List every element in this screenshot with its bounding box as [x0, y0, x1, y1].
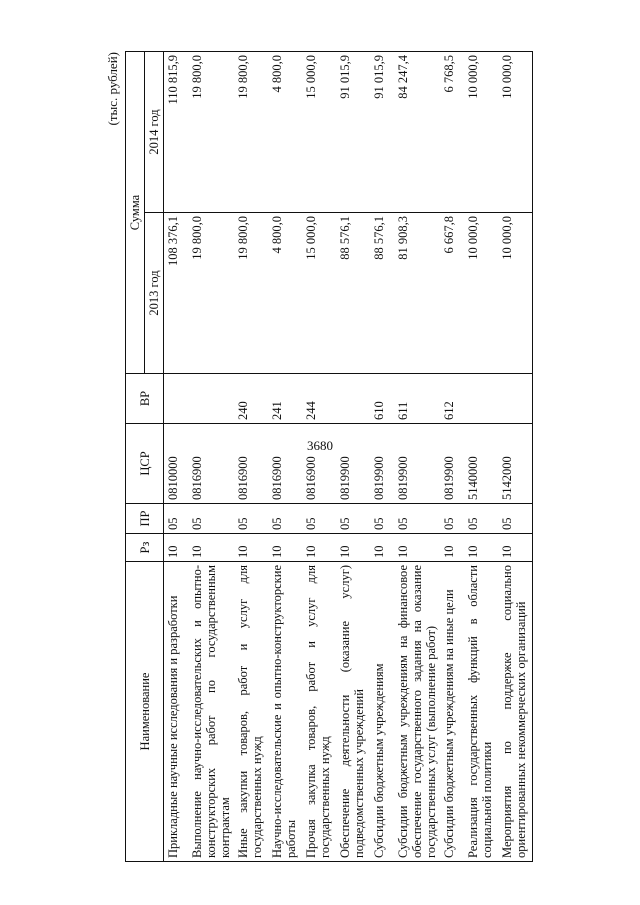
row-pr: 05 [370, 504, 394, 534]
header-year-2013: 2013 год [145, 213, 164, 374]
row-rz: 10 [394, 534, 440, 562]
row-csr: 0819900 [394, 424, 440, 504]
row-2014: 19 800,0 [188, 52, 234, 213]
row-name: Выполнение научно-исследовательских и опытно-конструкторских работ по государственным контрактам [188, 562, 234, 862]
row-csr: 5142000 [498, 424, 533, 504]
header-pr: ПР [126, 504, 164, 534]
table-row [336, 52, 370, 862]
row-pr: 05 [234, 504, 268, 534]
row-vr: 240 [234, 374, 268, 424]
rotated-table-area [105, 52, 528, 862]
row-csr: 0816900 [302, 424, 336, 504]
row-pr: 05 [268, 504, 302, 534]
row-name: Мероприятия по поддержке социально ориентированных некоммерческих организаций [498, 562, 533, 862]
row-vr [164, 374, 189, 424]
row-2014: 91 015,9 [336, 52, 370, 213]
row-2013: 19 800,0 [188, 213, 234, 374]
row-name: Прочая закупка товаров, работ и услуг для государственных нужд [302, 562, 336, 862]
row-2013: 81 908,3 [394, 213, 440, 374]
row-vr: 611 [394, 374, 440, 424]
table-row [394, 52, 440, 862]
table-row [188, 52, 234, 862]
row-vr [336, 374, 370, 424]
budget-table [125, 51, 533, 862]
row-2013: 15 000,0 [302, 213, 336, 374]
row-vr: 244 [302, 374, 336, 424]
table-row [234, 52, 268, 862]
row-2013: 88 576,1 [336, 213, 370, 374]
row-pr: 05 [498, 504, 533, 534]
row-pr: 05 [464, 504, 498, 534]
table-row [440, 52, 464, 862]
row-2013: 108 376,1 [164, 213, 189, 374]
table-row [268, 52, 302, 862]
row-vr [498, 374, 533, 424]
row-vr: 612 [440, 374, 464, 424]
row-name: Научно-исследовательские и опытно-конструкторские работы [268, 562, 302, 862]
row-2014: 15 000,0 [302, 52, 336, 213]
row-rz: 10 [234, 534, 268, 562]
row-rz: 10 [464, 534, 498, 562]
table-row [370, 52, 394, 862]
row-name: Иные закупки товаров, работ и услуг для государственных нужд [234, 562, 268, 862]
row-2014: 6 768,5 [440, 52, 464, 213]
table-row [302, 52, 336, 862]
row-2014: 10 000,0 [464, 52, 498, 213]
row-name: Субсидии бюджетным учреждениям на иные цели [440, 562, 464, 862]
table-row [464, 52, 498, 862]
header-rz: Рз [126, 534, 164, 562]
row-rz: 10 [164, 534, 189, 562]
row-csr: 0819900 [336, 424, 370, 504]
row-pr: 05 [336, 504, 370, 534]
row-csr: 5140000 [464, 424, 498, 504]
row-2014: 4 800,0 [268, 52, 302, 213]
header-year-2014: 2014 год [145, 52, 164, 213]
row-2013: 10 000,0 [498, 213, 533, 374]
row-rz: 10 [370, 534, 394, 562]
row-rz: 10 [498, 534, 533, 562]
row-pr: 05 [440, 504, 464, 534]
row-rz: 10 [268, 534, 302, 562]
row-2014: 110 815,9 [164, 52, 189, 213]
header-sum: Сумма [126, 52, 145, 374]
header-csr: ЦСР [126, 424, 164, 504]
row-pr: 05 [164, 504, 189, 534]
row-pr: 05 [188, 504, 234, 534]
row-2013: 6 667,8 [440, 213, 464, 374]
row-2014: 91 015,9 [370, 52, 394, 213]
row-vr: 241 [268, 374, 302, 424]
header-vr: ВР [126, 374, 164, 424]
table-row [164, 52, 189, 862]
row-name: Субсидии бюджетным учреждениям [370, 562, 394, 862]
row-vr [464, 374, 498, 424]
row-vr: 610 [370, 374, 394, 424]
units-note: (тыс. рублей) [105, 52, 120, 126]
row-name: Субсидии бюджетным учреждениям на финансовое обеспечение государственного задания на оказание государственных услуг (выполнение работ) [394, 562, 440, 862]
row-rz: 10 [440, 534, 464, 562]
row-rz: 10 [188, 534, 234, 562]
row-2013: 10 000,0 [464, 213, 498, 374]
row-name: Обеспечение деятельности (оказание услуг) подведомственных учреждений [336, 562, 370, 862]
row-rz: 10 [302, 534, 336, 562]
row-2013: 88 576,1 [370, 213, 394, 374]
row-csr: 0819900 [440, 424, 464, 504]
row-2014: 10 000,0 [498, 52, 533, 213]
page-number: 3680 [307, 438, 333, 453]
row-2014: 19 800,0 [234, 52, 268, 213]
row-2013: 4 800,0 [268, 213, 302, 374]
row-name: Прикладные научные исследования и разработки [164, 562, 189, 862]
row-2014: 84 247,4 [394, 52, 440, 213]
row-pr: 05 [394, 504, 440, 534]
row-pr: 05 [302, 504, 336, 534]
row-2013: 19 800,0 [234, 213, 268, 374]
row-csr: 0816900 [234, 424, 268, 504]
row-vr [188, 374, 234, 424]
row-csr: 0819900 [370, 424, 394, 504]
row-name: Реализация государственных функций в области социальной политики [464, 562, 498, 862]
row-rz: 10 [336, 534, 370, 562]
header-name: Наименование [126, 562, 164, 862]
row-csr: 0810000 [164, 424, 189, 504]
row-csr: 0816900 [188, 424, 234, 504]
row-csr: 0816900 [268, 424, 302, 504]
table-row [498, 52, 533, 862]
